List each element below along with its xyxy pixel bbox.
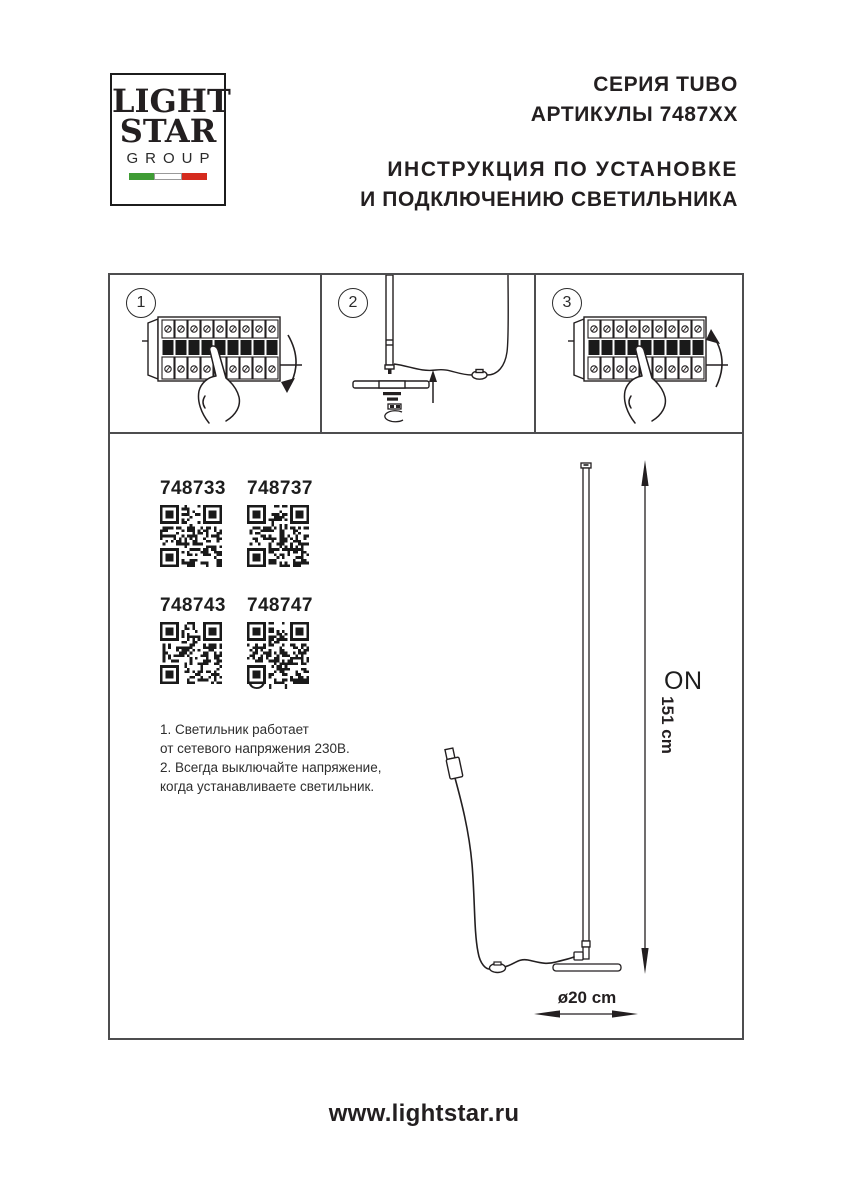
website-url: www.lightstar.ru xyxy=(328,1100,520,1127)
flag-red-segment xyxy=(182,173,207,180)
step-panel-1 xyxy=(110,275,320,432)
step-number-badge: 2 xyxy=(338,288,368,318)
lightstar-logo xyxy=(110,73,231,206)
note-line: 1. Светильник работает xyxy=(160,722,309,737)
circuit-breaker-on-illustration xyxy=(568,309,732,432)
logo-word-star: STAR xyxy=(119,111,217,150)
step-number-badge: 3 xyxy=(552,288,582,318)
article-number: 748747 xyxy=(247,595,313,616)
note-line: 2. Всегда выключайте напряжение, xyxy=(160,760,382,775)
step-number-badge: 1 xyxy=(126,288,156,318)
step-panel-2 xyxy=(320,275,536,432)
circuit-breaker-off-illustration xyxy=(142,309,306,432)
article-number: 748737 xyxy=(247,478,313,499)
instruction-title-line2: И ПОДКЛЮЧЕНИЮ СВЕТИЛЬНИКА xyxy=(360,188,738,211)
content-area xyxy=(110,434,742,1036)
floor-lamp-dimension-drawing xyxy=(110,434,742,1036)
height-dimension-label: 151 cm xyxy=(658,696,677,754)
logo-word-light: LIGHT xyxy=(112,82,231,120)
italian-flag-bar xyxy=(129,173,207,180)
article-number: 748733 xyxy=(160,478,226,499)
article-number: 748743 xyxy=(160,595,226,616)
instruction-frame xyxy=(108,273,744,1040)
series-title: СЕРИЯ TUBO xyxy=(593,73,738,96)
instruction-title-line1: ИНСТРУКЦИЯ ПО УСТАНОВКЕ xyxy=(387,158,738,181)
flag-white-segment xyxy=(154,173,181,180)
articles-title: АРТИКУЛЫ 7487XX xyxy=(530,103,738,126)
diameter-dimension-label: ø20 cm xyxy=(557,988,617,1007)
header-titles xyxy=(360,70,738,215)
note-line: от сетевого напряжения 230В. xyxy=(160,741,350,756)
logo-word-group: GROUP xyxy=(126,149,217,167)
on-label: ON xyxy=(664,667,703,695)
flag-green-segment xyxy=(129,173,154,180)
note-line: когда устанавливаете светильник. xyxy=(160,779,375,794)
step-panel-3 xyxy=(536,275,742,695)
